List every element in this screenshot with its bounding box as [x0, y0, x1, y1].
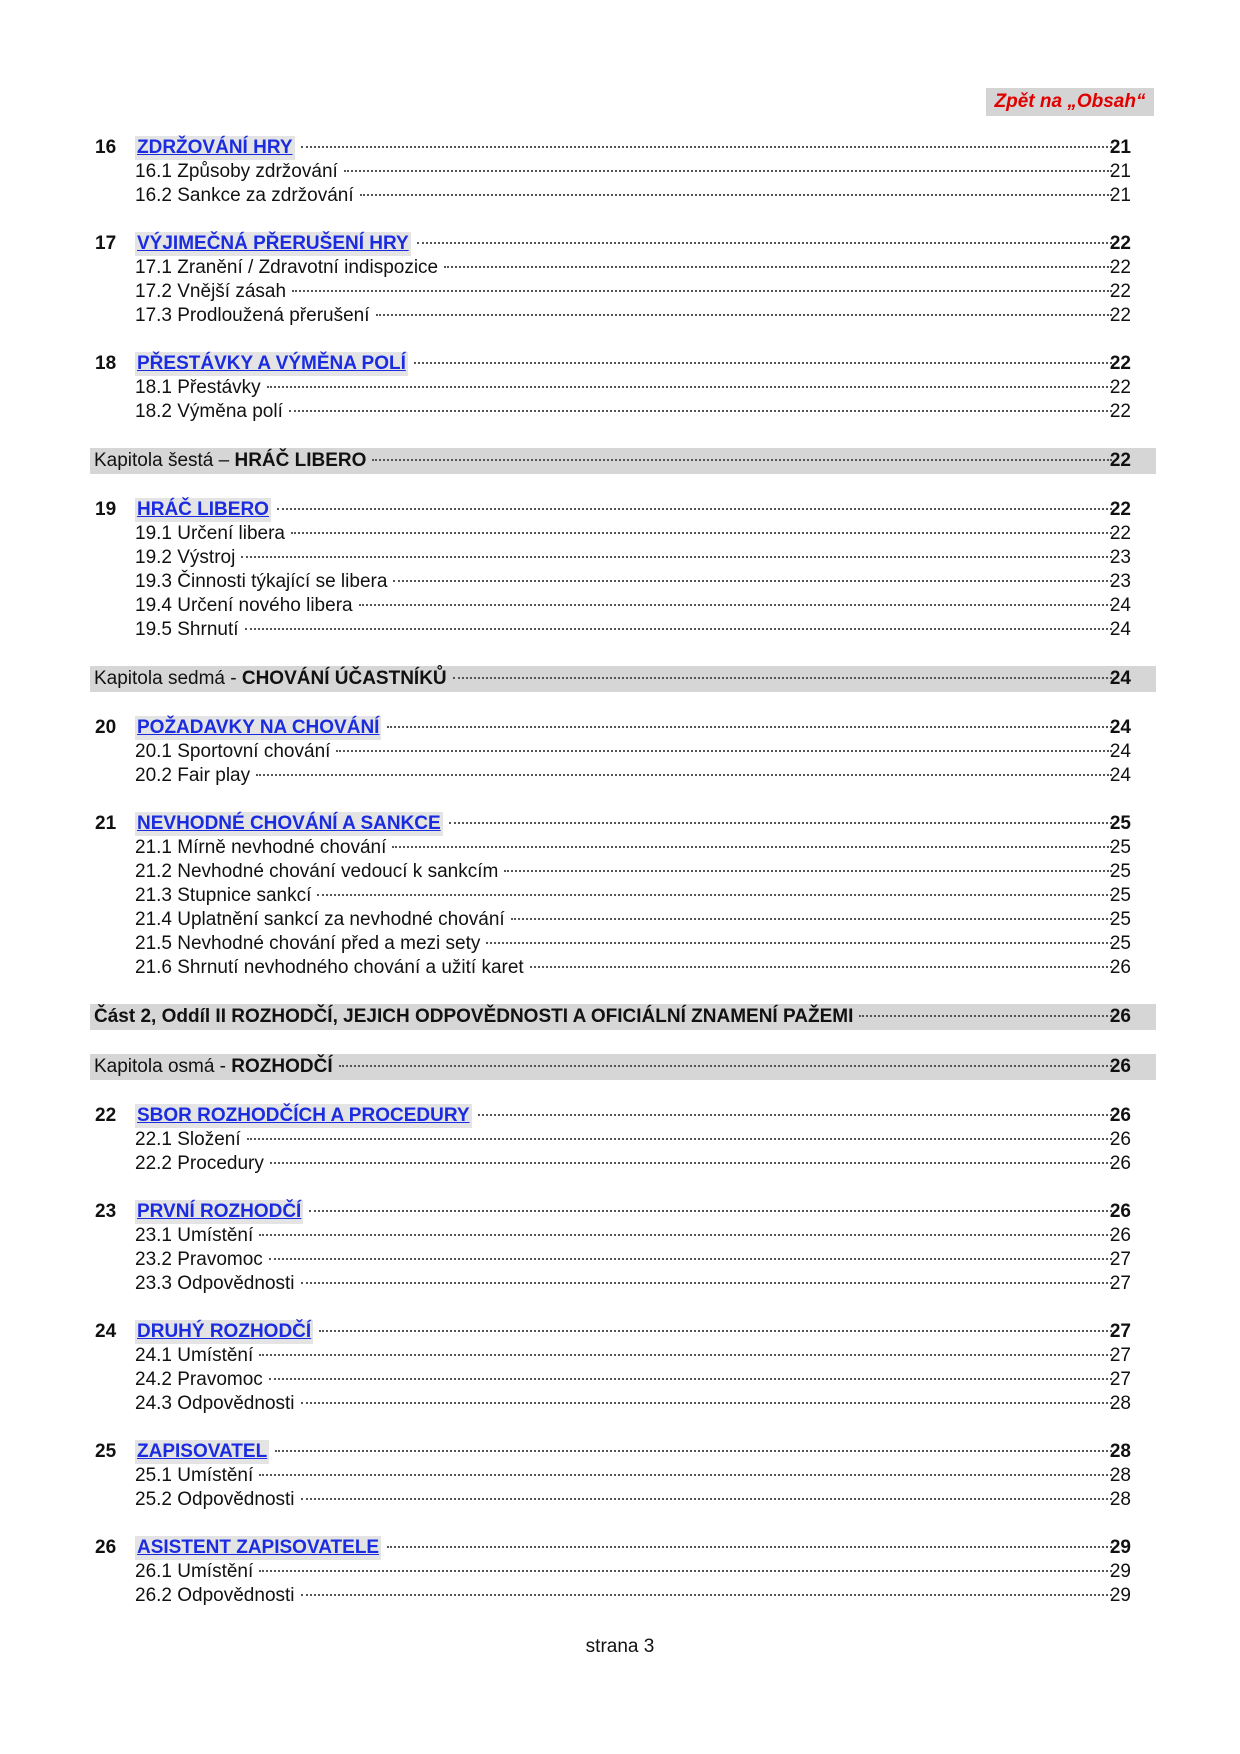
- dot-leader: [486, 942, 1112, 944]
- page-ref: 22: [1109, 377, 1131, 398]
- page-ref: 27: [1109, 1345, 1131, 1366]
- page-ref: 26: [1109, 1056, 1131, 1077]
- dot-leader: [292, 290, 1112, 292]
- page-ref: 27: [1109, 1321, 1131, 1342]
- page-ref: 28: [1109, 1465, 1131, 1486]
- back-to-contents-link[interactable]: Zpět na „Obsah“: [986, 88, 1154, 116]
- subsection-label: 18.1 Přestávky: [135, 377, 261, 398]
- toc-section-entry[interactable]: [90, 1200, 1156, 1224]
- subsection-label: 21.2 Nevhodné chování vedoucí k sankcím: [135, 861, 499, 882]
- toc-entry-title: [135, 498, 1156, 522]
- toc-spacer: [90, 328, 1156, 352]
- dot-leader: [453, 677, 1112, 679]
- dot-leader: [511, 918, 1112, 920]
- page-ref: 24: [1109, 619, 1131, 640]
- section-number: 21: [95, 813, 117, 834]
- dot-leader: [344, 170, 1112, 172]
- toc-entry-title: [135, 740, 1156, 764]
- dot-leader: [859, 1015, 1112, 1017]
- toc-entry-title: [135, 304, 1156, 328]
- section-number: 25: [95, 1441, 117, 1462]
- toc-entry-title: [135, 1344, 1156, 1368]
- toc-section-entry[interactable]: [90, 1536, 1156, 1560]
- dot-leader: [267, 386, 1112, 388]
- subsection-label: 26.1 Umístění: [135, 1561, 254, 1582]
- subsection-label: 17.1 Zranění / Zdravotní indispozice: [135, 257, 439, 278]
- subsection-label: 21.1 Mírně nevhodné chování: [135, 837, 387, 858]
- page-ref: 27: [1109, 1273, 1131, 1294]
- toc-subsection-entry: [90, 884, 1156, 908]
- section-number: 19: [95, 499, 117, 520]
- toc-section-entry[interactable]: [90, 1104, 1156, 1128]
- toc-section-entry[interactable]: [90, 498, 1156, 522]
- page-ref: 25: [1109, 909, 1131, 930]
- subsection-label: 19.1 Určení libera: [135, 523, 285, 544]
- toc-entry-title: [135, 884, 1156, 908]
- subsection-label: 19.5 Shrnutí: [135, 619, 239, 640]
- section-link[interactable]: DRUHÝ ROZHODČÍ: [137, 1321, 312, 1342]
- toc-entry-title: [135, 908, 1156, 932]
- toc-entry-title: [135, 522, 1156, 546]
- toc-entry-title: [135, 594, 1156, 618]
- dot-leader: [275, 1450, 1112, 1452]
- dot-leader: [504, 870, 1112, 872]
- page-ref: 27: [1109, 1369, 1131, 1390]
- toc-entry-title: [135, 1368, 1156, 1392]
- dot-leader: [530, 966, 1112, 968]
- toc-subsection-entry: [90, 764, 1156, 788]
- toc-subsection-entry: [90, 956, 1156, 980]
- section-number: 18: [95, 353, 117, 374]
- toc-subsection-entry: [90, 1560, 1156, 1584]
- dot-leader: [478, 1114, 1112, 1116]
- toc-entry-title: [135, 400, 1156, 424]
- section-number: 24: [95, 1321, 117, 1342]
- toc-chapter-entry: [90, 1054, 1156, 1080]
- page-ref: 22: [1109, 281, 1131, 302]
- page-ref: 26: [1109, 1153, 1131, 1174]
- toc-subsection-entry: [90, 570, 1156, 594]
- page-ref: 29: [1109, 1585, 1131, 1606]
- toc-entry-title: [135, 1536, 1156, 1560]
- section-link[interactable]: ASISTENT ZAPISOVATELE: [137, 1537, 380, 1558]
- toc-subsection-entry: [90, 400, 1156, 424]
- section-number: 22: [95, 1105, 117, 1126]
- toc-entry-title: [135, 376, 1156, 400]
- toc-entry-title: [135, 812, 1156, 836]
- toc-section-entry[interactable]: [90, 232, 1156, 256]
- toc-entry-title: [94, 1054, 1156, 1080]
- dot-leader: [309, 1210, 1112, 1212]
- toc-section-entry[interactable]: [90, 136, 1156, 160]
- toc-spacer: [90, 642, 1156, 666]
- toc-entry-title: [135, 956, 1156, 980]
- subsection-label: 16.1 Způsoby zdržování: [135, 161, 338, 182]
- section-number: 16: [95, 137, 117, 158]
- toc-spacer: [90, 1176, 1156, 1200]
- toc-entry-title: [135, 1200, 1156, 1224]
- subsection-label: 23.3 Odpovědnosti: [135, 1273, 295, 1294]
- page-ref: 22: [1109, 257, 1131, 278]
- toc-entry-title: [135, 1152, 1156, 1176]
- toc-spacer: [90, 1416, 1156, 1440]
- toc-subsection-entry: [90, 594, 1156, 618]
- toc-subsection-entry: [90, 1464, 1156, 1488]
- chapter-prefix: Kapitola osmá -: [94, 1056, 232, 1077]
- toc-entry-title: [135, 546, 1156, 570]
- subsection-label: 19.3 Činnosti týkající se libera: [135, 571, 388, 592]
- dot-leader: [259, 1474, 1112, 1476]
- dot-leader: [269, 1378, 1112, 1380]
- page-ref: 25: [1109, 861, 1131, 882]
- toc-chapter-entry: [90, 448, 1156, 474]
- table-of-contents: [90, 136, 1156, 1608]
- toc-spacer: [90, 1512, 1156, 1536]
- toc-subsection-entry: [90, 1488, 1156, 1512]
- dot-leader: [376, 314, 1113, 316]
- section-link[interactable]: VÝJIMEČNÁ PŘERUŠENÍ HRY: [137, 233, 409, 254]
- dot-leader: [387, 1546, 1112, 1548]
- dot-leader: [301, 1402, 1112, 1404]
- page-ref: 22: [1109, 499, 1131, 520]
- section-link[interactable]: POŽADAVKY NA CHOVÁNÍ: [137, 717, 380, 738]
- toc-subsection-entry: [90, 546, 1156, 570]
- dot-leader: [393, 580, 1112, 582]
- page-ref: 23: [1109, 571, 1131, 592]
- toc-entry-title: [94, 1004, 1156, 1030]
- toc-entry-title: [135, 1440, 1156, 1464]
- subsection-label: 26.2 Odpovědnosti: [135, 1585, 295, 1606]
- section-number: 20: [95, 717, 117, 738]
- page-ref: 25: [1109, 933, 1131, 954]
- toc-spacer: [90, 424, 1156, 448]
- dot-leader: [336, 750, 1112, 752]
- page-ref: 26: [1109, 1105, 1131, 1126]
- section-number: 23: [95, 1201, 117, 1222]
- toc-entry-title: [135, 1104, 1156, 1128]
- toc-entry-title: [135, 618, 1156, 642]
- toc-subsection-entry: [90, 932, 1156, 956]
- page-ref: 24: [1109, 668, 1131, 689]
- toc-subsection-entry: [90, 1368, 1156, 1392]
- dot-leader: [269, 1258, 1112, 1260]
- dot-leader: [449, 822, 1112, 824]
- toc-subsection-entry: [90, 256, 1156, 280]
- toc-spacer: [90, 980, 1156, 1004]
- section-link[interactable]: HRÁČ LIBERO: [137, 499, 269, 520]
- toc-subsection-entry: [90, 1584, 1156, 1608]
- page-ref: 26: [1109, 1201, 1131, 1222]
- dot-leader: [289, 410, 1112, 412]
- dot-leader: [387, 726, 1112, 728]
- section-link[interactable]: NEVHODNÉ CHOVÁNÍ A SANKCE: [137, 813, 441, 834]
- subsection-label: 18.2 Výměna polí: [135, 401, 283, 422]
- toc-subsection-entry: [90, 1392, 1156, 1416]
- dot-leader: [301, 1282, 1112, 1284]
- page-ref: 24: [1109, 595, 1131, 616]
- page-ref: 23: [1109, 547, 1131, 568]
- toc-spacer: [90, 692, 1156, 716]
- dot-leader: [256, 774, 1112, 776]
- toc-subsection-entry: [90, 1272, 1156, 1296]
- toc-entry-title: [135, 1560, 1156, 1584]
- dot-leader: [359, 604, 1112, 606]
- toc-entry-title: [135, 1392, 1156, 1416]
- toc-spacer: [90, 788, 1156, 812]
- subsection-label: 17.2 Vnější zásah: [135, 281, 287, 302]
- toc-entry-title: [135, 860, 1156, 884]
- toc-entry-title: [135, 932, 1156, 956]
- page-ref: 28: [1109, 1489, 1131, 1510]
- dot-leader: [247, 1138, 1112, 1140]
- toc-entry-title: [135, 1320, 1156, 1344]
- toc-entry-title: [135, 1272, 1156, 1296]
- toc-subsection-entry: [90, 1152, 1156, 1176]
- toc-subsection-entry: [90, 1248, 1156, 1272]
- subsection-label: 19.4 Určení nového libera: [135, 595, 353, 616]
- dot-leader: [360, 194, 1112, 196]
- subsection-label: 19.2 Výstroj: [135, 547, 236, 568]
- section-link[interactable]: SBOR ROZHODČÍCH A PROCEDURY: [137, 1105, 470, 1126]
- dot-leader: [414, 362, 1112, 364]
- toc-entry-title: [94, 666, 1156, 692]
- toc-entry-title: [135, 184, 1156, 208]
- subsection-label: 16.2 Sankce za zdržování: [135, 185, 354, 206]
- dot-leader: [301, 146, 1112, 148]
- dot-leader: [291, 532, 1112, 534]
- toc-section-entry[interactable]: [90, 716, 1156, 740]
- page-ref: 21: [1109, 161, 1131, 182]
- toc-entry-title: [135, 1584, 1156, 1608]
- page-ref: 25: [1109, 813, 1131, 834]
- toc-subsection-entry: [90, 836, 1156, 860]
- subsection-label: 21.6 Shrnutí nevhodného chování a užití karet: [135, 957, 524, 978]
- chapter-prefix: Kapitola sedmá -: [94, 668, 242, 689]
- page-ref: 22: [1109, 233, 1131, 254]
- page-ref: 22: [1109, 523, 1131, 544]
- toc-subsection-entry: [90, 280, 1156, 304]
- dot-leader: [259, 1570, 1112, 1572]
- chapter-title: ROZHODČÍ: [231, 1056, 333, 1077]
- toc-subsection-entry: [90, 1224, 1156, 1248]
- toc-spacer: [90, 1030, 1156, 1054]
- toc-entry-title: [135, 256, 1156, 280]
- page-ref: 28: [1109, 1393, 1131, 1414]
- page-ref: 29: [1109, 1537, 1131, 1558]
- subsection-label: 21.3 Stupnice sankcí: [135, 885, 312, 906]
- toc-entry-title: [135, 136, 1156, 160]
- dot-leader: [317, 894, 1112, 896]
- toc-entry-title: [135, 280, 1156, 304]
- toc-spacer: [90, 474, 1156, 498]
- page-ref: 24: [1109, 741, 1131, 762]
- subsection-label: 17.3 Prodloužená přerušení: [135, 305, 370, 326]
- section-number: 17: [95, 233, 117, 254]
- section-link[interactable]: PŘESTÁVKY A VÝMĚNA POLÍ: [137, 353, 406, 374]
- toc-entry-title: [135, 160, 1156, 184]
- dot-leader: [417, 242, 1112, 244]
- toc-entry-title: [135, 1248, 1156, 1272]
- page-ref: 24: [1109, 717, 1131, 738]
- toc-section-entry[interactable]: [90, 1440, 1156, 1464]
- toc-section-entry[interactable]: [90, 1320, 1156, 1344]
- dot-leader: [259, 1234, 1112, 1236]
- dot-leader: [277, 508, 1112, 510]
- dot-leader: [444, 266, 1112, 268]
- page-ref: 25: [1109, 837, 1131, 858]
- toc-subsection-entry: [90, 184, 1156, 208]
- toc-entry-title: [135, 716, 1156, 740]
- dot-leader: [301, 1498, 1112, 1500]
- subsection-label: 24.2 Pravomoc: [135, 1369, 263, 1390]
- page-ref: 21: [1109, 185, 1131, 206]
- page-ref: 24: [1109, 765, 1131, 786]
- toc-subsection-entry: [90, 860, 1156, 884]
- toc-entry-title: [135, 1224, 1156, 1248]
- dot-leader: [241, 556, 1112, 558]
- chapter-title: HRÁČ LIBERO: [234, 450, 367, 471]
- dot-leader: [259, 1354, 1112, 1356]
- subsection-label: 20.1 Sportovní chování: [135, 741, 331, 762]
- toc-subsection-entry: [90, 1344, 1156, 1368]
- page-ref: 22: [1109, 450, 1131, 471]
- subsection-label: 20.2 Fair play: [135, 765, 251, 786]
- section-link[interactable]: ZAPISOVATEL: [137, 1441, 268, 1462]
- page-ref: 26: [1109, 1225, 1131, 1246]
- toc-spacer: [90, 1080, 1156, 1104]
- dot-leader: [245, 628, 1112, 630]
- page-ref: 22: [1109, 305, 1131, 326]
- dot-leader: [392, 846, 1112, 848]
- toc-subsection-entry: [90, 908, 1156, 932]
- toc-part-entry: [90, 1004, 1156, 1030]
- page-number: strana 3: [585, 1636, 655, 1657]
- dot-leader: [339, 1065, 1112, 1067]
- section-number: 26: [95, 1537, 117, 1558]
- toc-subsection-entry: [90, 160, 1156, 184]
- subsection-label: 24.1 Umístění: [135, 1345, 254, 1366]
- subsection-label: 25.1 Umístění: [135, 1465, 254, 1486]
- subsection-label: 25.2 Odpovědnosti: [135, 1489, 295, 1510]
- toc-entry-title: [135, 1488, 1156, 1512]
- toc-subsection-entry: [90, 618, 1156, 642]
- chapter-prefix: Kapitola šestá –: [94, 450, 235, 471]
- toc-entry-title: [135, 570, 1156, 594]
- subsection-label: 21.5 Nevhodné chování před a mezi sety: [135, 933, 481, 954]
- toc-entry-title: [135, 352, 1156, 376]
- page-ref: 25: [1109, 885, 1131, 906]
- subsection-label: 22.1 Složení: [135, 1129, 241, 1150]
- page-ref: 29: [1109, 1561, 1131, 1582]
- toc-spacer: [90, 1296, 1156, 1320]
- toc-subsection-entry: [90, 304, 1156, 328]
- subsection-label: 23.2 Pravomoc: [135, 1249, 263, 1270]
- toc-subsection-entry: [90, 740, 1156, 764]
- dot-leader: [372, 459, 1112, 461]
- page-ref: 26: [1109, 1006, 1131, 1027]
- toc-subsection-entry: [90, 1128, 1156, 1152]
- toc-entry-title: [135, 764, 1156, 788]
- chapter-title: CHOVÁNÍ ÚČASTNÍKŮ: [241, 668, 447, 689]
- section-link[interactable]: ZDRŽOVÁNÍ HRY: [137, 137, 293, 158]
- page-ref: 22: [1109, 353, 1131, 374]
- toc-chapter-entry: [90, 666, 1156, 692]
- toc-entry-title: [135, 232, 1156, 256]
- toc-subsection-entry: [90, 376, 1156, 400]
- toc-entry-title: [135, 1128, 1156, 1152]
- subsection-label: 24.3 Odpovědnosti: [135, 1393, 295, 1414]
- toc-section-entry[interactable]: [90, 352, 1156, 376]
- page-ref: 21: [1109, 137, 1131, 158]
- page-ref: 22: [1109, 401, 1131, 422]
- toc-entry-title: [135, 836, 1156, 860]
- page-ref: 28: [1109, 1441, 1131, 1462]
- toc-subsection-entry: [90, 522, 1156, 546]
- toc-section-entry[interactable]: [90, 812, 1156, 836]
- toc-entry-title: [94, 448, 1156, 474]
- dot-leader: [319, 1330, 1112, 1332]
- toc-spacer: [90, 208, 1156, 232]
- part-title: Část 2, Oddíl II ROZHODČÍ, JEJICH ODPOVĚDNOSTI A OFICIÁLNÍ ZNAMENÍ PAŽEMI: [94, 1006, 854, 1027]
- section-link[interactable]: PRVNÍ ROZHODČÍ: [137, 1201, 302, 1222]
- page-ref: 27: [1109, 1249, 1131, 1270]
- toc-entry-title: [135, 1464, 1156, 1488]
- page-ref: 26: [1109, 957, 1131, 978]
- subsection-label: 21.4 Uplatnění sankcí za nevhodné chování: [135, 909, 505, 930]
- dot-leader: [301, 1594, 1112, 1596]
- dot-leader: [270, 1162, 1112, 1164]
- subsection-label: 22.2 Procedury: [135, 1153, 264, 1174]
- subsection-label: 23.1 Umístění: [135, 1225, 254, 1246]
- page-ref: 26: [1109, 1129, 1131, 1150]
